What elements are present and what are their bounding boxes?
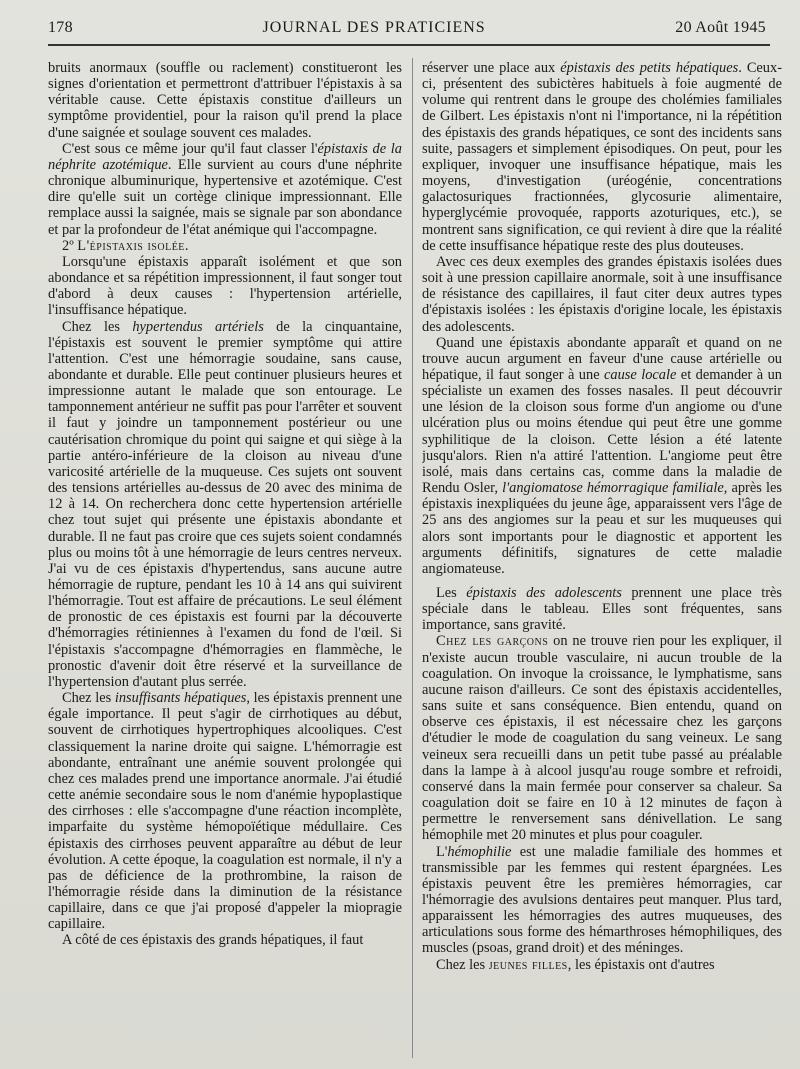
page-number: 178 [48, 19, 73, 36]
paragraph: bruits anormaux (souffle ou raclement) constitueront les signes d'orientation et permettront d'attribuer l'épistaxis à sa véritable cause. Cette épistaxis constitue d'ailleurs un symptôme providentiel, pour la raison qu'il prend la place d'une saignée et soulage souvent ces malades. [48, 60, 402, 141]
paragraph: Chez les garçons on ne trouve rien pour les expliquer, il n'existe aucun trouble vasculaire, ni aucun trouble de la coagulation. On invoque la croissance, le lymphatisme, sans aucune raison d'ailleurs. Ce sont des épistaxis accidentelles, sans suite et sans conséquence. Bien entendu, quand on observe ces épistaxis, il est nécessaire chez les garçons d'étudier le mode de coagulation du sang veineux. Le sang veineux sera recueilli dans un petit tube passé au préalable dans la lampe à à alcool jusqu'au rouge sombre et refroidi, conservé dans la main fermée pour conserver sa chaleur. Sa coagulation doit se faire en 10 à 12 minutes de façon à permettre le renversement sans dénivellation. Le sang hémophile met 20 minutes et plus pour coaguler. [422, 633, 782, 844]
paragraph: Lorsqu'une épistaxis apparaît isolément et que son abondance et sa répétition impressionnent, il faut songer tout d'abord à deux causes : l'hypertension artérielle, l'insuffisance hépatique. [48, 253, 402, 319]
paragraph: Chez les jeunes filles, les épistaxis ont d'autres [436, 956, 715, 973]
header-rule [48, 44, 770, 46]
issue-date: 20 Août 1945 [675, 19, 766, 36]
paragraph: réserver une place aux épistaxis des petits hépatiques. Ceux-ci, présentent des subictères habituels à foie augmenté de volume qui rentrent dans le groupe des cholémies familiales de Gilbert. Les épistaxis n'ont ni l'importance, ni la répétition des épistaxis des grands hépatiques, ce sont des incidents sans suite, passagers et simplement épisodiques. On peut, pour les expliquer, invoquer une insuffisance hépatique, mais les moyens, d'investigation (uréogénie, concentrations galactosuriques fractionnées, glycosurie alimentaire, hyperglycémie provoquée, rapports azoturiques, etc.), se montrent sans signification, ce qui revient à dire que la réalité de cette insuffisance hépatique reste des plus douteuses. [422, 60, 782, 254]
paragraph: Chez les insuffisants hépatiques, les épistaxis prennent une égale importance. Il peut s'agir de cirrhotiques au début, souvent de cirrhotiques hypertrophiques alcooliques. C'est classiquement la narine droite qui saigne. L'hémorragie est abondante, entraînant une anémie souvent prolongée qui chez ces malades prend une importance anormale. J'ai étudié cette anémie secondaire sous le nom d'anémie hypoplastique des cirrhoses : elle s'accompagne d'une réaction incomplète, imparfaite du système hémopoïétique médullaire. Ces épistaxis des cirrhoses peuvent apparaître au début de leur évolution. A cette époque, la coagulation est normale, il n'y a pas de déficience de la prothrombine, la raison de l'hémorragie réside dans la diminution de la résistance capillaire, dans ce que j'ai proposé d'appeler la miopragie capillaire. [48, 690, 402, 933]
paragraph: Quand une épistaxis abondante apparaît et quand on ne trouve aucun argument en faveur d'une cause artérielle ou hépatique, il faut songer à une cause locale et demander à un spécialiste un examen des fosses nasales. Il peut découvrir une lésion de la cloison sous forme d'un angiome ou d'une ulcération plus ou moins étendue qui peut être une gomme syphilitique de la cloison. Cette lésion a été latente jusqu'alors. Rien n'a attiré l'attention. L'angiome peut être isolé, mais dans certains cas, comme dans la maladie de Rendu Osler, l'angiomatose hémorragique familiale, après les épistaxis inexpliquées du jeune âge, apparaissent vers l'âge de 25 ans des angiomes sur la peau et sur les muqueuses qui alors sont importants pour le diagnostic et apportent les arguments définitifs, signatures de cette maladie angiomateuse. [422, 334, 782, 577]
paragraph: L'hémophilie est une maladie familiale des hommes et transmissible par les femmes qui restent épargnées. Les épistaxis peuvent être les premières hémorragies, car l'hémorragie des avulsions dentaires peut manquer. Plus tard, apparaissent les hémorragies des autres muqueuses, des articulations sous forme des hémarthroses hémophiliques, des muscles (psoas, grand droit) et des méninges. [422, 843, 782, 957]
right-column [422, 60, 782, 1060]
page-header [48, 14, 766, 42]
paragraph: C'est sous ce même jour qu'il faut classer l'épistaxis de la néphrite azotémique. Elle survient au cours d'une néphrite chronique albuminurique, hypertensive et azotémique. C'est dire qu'elle suit un cortège clinique impressionnant. Elle remplace aussi la saignée, mais se signale par son abondance et par la profondeur de l'état anémique qui l'accompagne. [48, 140, 402, 238]
section-heading: 2º L'épistaxis isolée. [62, 237, 190, 254]
paragraph: A côté de ces épistaxis des grands hépatiques, il faut [62, 932, 364, 949]
paragraph: Chez les hypertendus artériels de la cinquantaine, l'épistaxis est souvent le premier symptôme qui attire l'attention. C'est une hémorragie soudaine, sans cause, abondante et durable. Elle peut continuer plusieurs heures et impressionne autant le malade que son entourage. Le tamponnement antérieur ne suffit pas pour l'arrêter et souvent il faut y joindre un tamponnement postérieur ou une cautérisation chromique du point qui saigne et qui siège à la partie antéro-inférieure de la cloison au niveau d'une varicosité artérielle de la muqueuse. Ces sujets ont souvent des tensions artérielles au-dessus de 20 avec des minima de 12 à 14. On recherchera donc cette hypertension artérielle chez tout sujet qui présente une épistaxis abondante et durable. Il ne faut pas croire que ces sujets soient condamnés plus ou moins tôt à une hémorragie de leurs centres nerveux. J'ai vu de ces épistaxis d'hypertendus, sans aucune autre hémorragie de rupture, pendant les 10 à 14 ans qui suivirent l'hémorragie. Tout est affaire de précautions. Le seul élément de pronostic de ces épistaxis est fourni par la découverte d'hémorragies rétiniennes à l'examen du fond de l'œil. Si l'épistaxis s'accompagne d'hémorragies en flammèche, le pronostic d'avenir doit être réservé et la surveillance de l'hypertension d'autant plus serrée. [48, 318, 402, 690]
paragraph: Les épistaxis des adolescents prennent une place très spéciale dans le tableau. Elles sont fréquentes, sans importance, sans gravité. [422, 585, 782, 634]
paragraph: Avec ces deux exemples des grandes épistaxis isolées dues soit à une pression capillaire anormale, soit à une insuffisance de résistance des capillaires, il faut citer deux autres types d'épistaxis isolées : les épistaxis d'origine locale, les épistaxis des adolescents. [422, 253, 782, 335]
left-column [48, 60, 402, 1060]
column-divider [412, 58, 413, 1058]
journal-title: JOURNAL DES PRATICIENS [262, 19, 486, 36]
